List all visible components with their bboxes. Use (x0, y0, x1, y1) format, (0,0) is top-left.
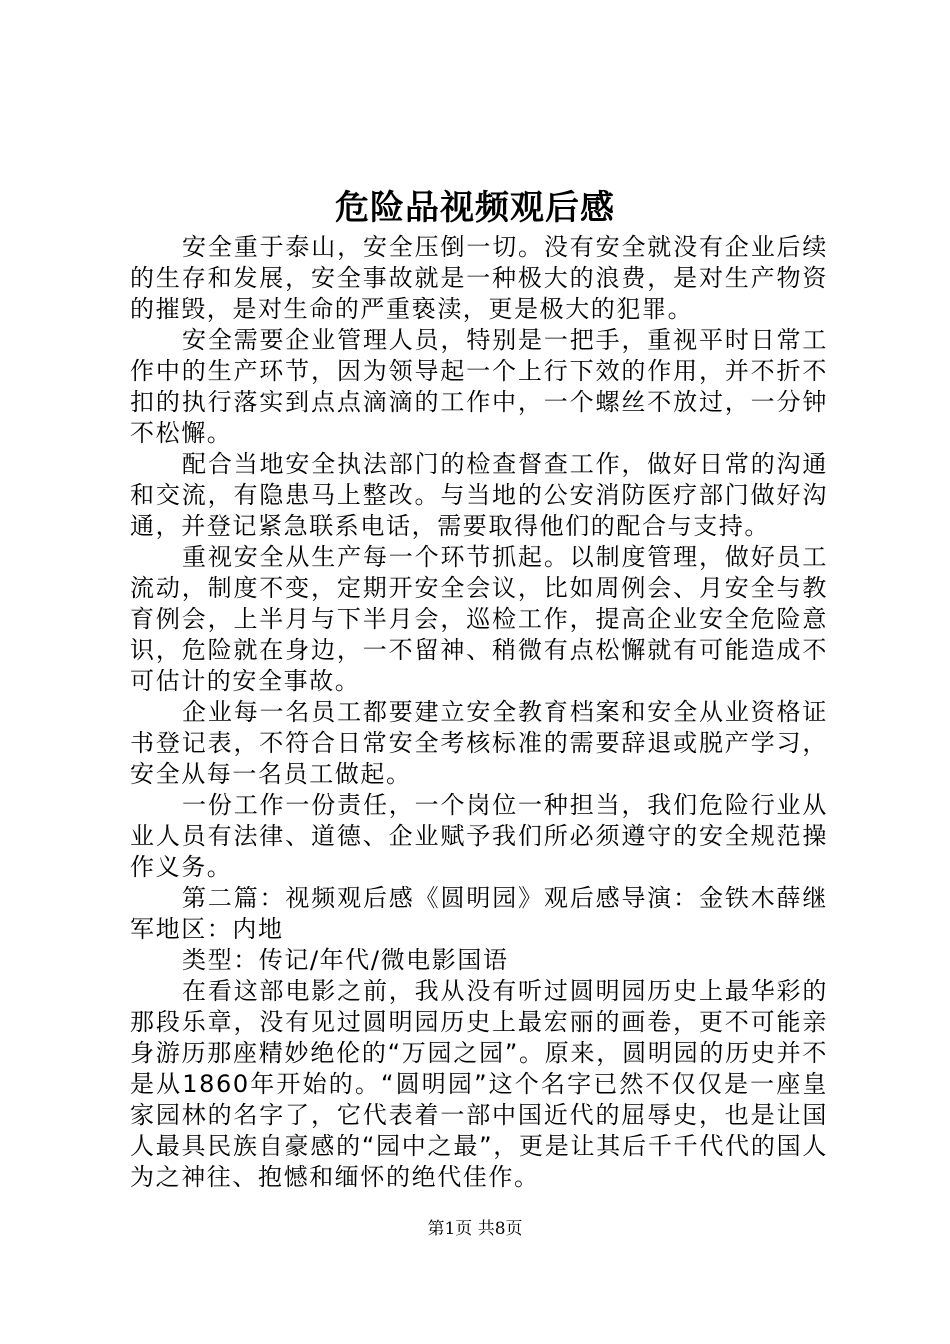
paragraph: 一份工作一份责任，一个岗位一种担当，我们危险行业从业人员有法律、道德、企业赋予我们所必须遵守的安全规范操作义务。 (130, 791, 828, 881)
paragraph: 重视安全从生产每一个环节抓起。以制度管理，做好员工流动，制度不变，定期开安全会议，比如周例会、月安全与教育例会，上半月与下半月会，巡检工作，提高企业安全危险意识，危险就在身边，一不留神、稍微有点松懈就有可能造成不可估计的安全事故。 (130, 543, 828, 695)
paragraph: 在看这部电影之前，我从没有听过圆明园历史上最华彩的那段乐章，没有见过圆明园历史上最宏丽的画卷，更不可能亲身游历那座精妙绝伦的“万园之园”。原来，圆明园的历史并不是从1860年开始的。“圆明园”这个名字已然不仅仅是一座皇家园林的名字了，它代表着一部中国近代的屈辱史，也是让国人最具民族自豪感的“园中之最”，更是让其后千千代代的国人为之神往、抱憾和缅怀的绝代佳作。 (130, 977, 828, 1191)
paragraph: 配合当地安全执法部门的检查督查工作，做好日常的沟通和交流，有隐患马上整改。与当地的公安消防医疗部门做好沟通，并登记紧急联系电话，需要取得他们的配合与支持。 (130, 450, 828, 540)
paragraph: 第二篇：视频观后感《圆明园》观后感导演：金铁木薛继军地区：内地 (130, 884, 828, 943)
paragraph: 安全重于泰山，安全压倒一切。没有安全就没有企业后续的生存和发展，安全事故就是一种极大的浪费，是对生产物资的摧毁，是对生命的严重亵渎，更是极大的犯罪。 (130, 233, 828, 323)
paragraph: 企业每一名员工都要建立安全教育档案和安全从业资格证书登记表，不符合日常安全考核标准的需要辞退或脱产学习，安全从每一名员工做起。 (130, 698, 828, 788)
paragraph: 类型：传记/年代/微电影国语 (182, 946, 509, 974)
document-title: 危险品视频观后感 (335, 188, 615, 228)
document-body (130, 232, 828, 1193)
paragraph: 安全需要企业管理人员，特别是一把手，重视平时日常工作中的生产环节，因为领导起一个上行下效的作用，并不折不扣的执行落实到点点滴滴的工作中，一个螺丝不放过，一分钟不松懈。 (130, 326, 828, 447)
page-number-footer: 第1页 共8页 (427, 1219, 523, 1239)
